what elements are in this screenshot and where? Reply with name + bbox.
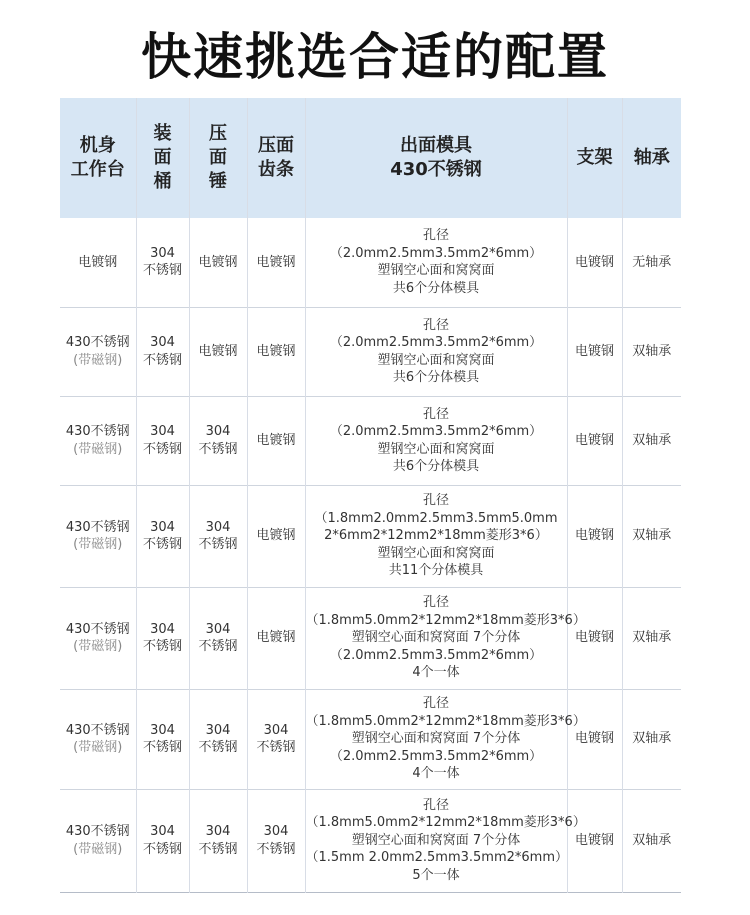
cell-line: 电镀钢 [198,343,238,359]
cell-line: 不锈钢 [256,841,296,857]
cell-body [60,396,136,485]
cell-line: 430不锈钢 [65,824,130,839]
cell-line: （2.0mm2.5mm3.5mm2*6mm） [329,647,543,663]
cell-bearing: 双轴承 [632,343,672,359]
table-row [60,789,681,892]
cell-line: 电镀钢 [78,254,118,270]
cell-line: （2.0mm2.5mm3.5mm2*6mm） [329,424,543,439]
cell-rack [247,587,305,689]
cell-mold [305,689,586,789]
cell-hammer [189,789,247,892]
cell-barrel [136,218,189,307]
cell-line: 不锈钢 [198,841,238,857]
header-line: 出面模具 [400,135,472,156]
cell-stand: 电镀钢 [567,218,622,307]
cell-line: （2.0mm2.5mm3.5mm2*6mm） [329,335,543,350]
cell-line: 不锈钢 [198,740,238,755]
cell-line: 304 [205,424,231,439]
header-line: 桶 [153,171,172,192]
cell-line: 不锈钢 [142,639,182,654]
cell-line: 孔径 [422,493,449,509]
cell-line: 不锈钢 [142,441,182,457]
cell-line: 430不锈钢 [65,424,130,439]
cell-line: 孔径 [422,406,449,422]
cell-line: （2.0mm2.5mm3.5mm2*6mm） [329,245,543,261]
header-line: 装 [153,123,172,144]
cell-line: 电镀钢 [256,528,296,544]
cell-hammer [189,307,247,396]
cell-rack [247,485,305,587]
header-rack [247,98,305,218]
cell-line: 电镀钢 [256,343,296,359]
cell-line: 共6个分体模具 [392,370,480,385]
cell-hammer [189,485,247,587]
cell-line: 不锈钢 [198,537,238,552]
cell-barrel [136,307,189,396]
cell-line: 2*6mm2*12mm2*18mm菱形3*6） [324,528,548,544]
magnet-note: (带磁钢) [73,352,123,368]
header-line: 机身 [79,135,116,156]
header-mold [305,98,567,218]
cell-line: 电镀钢 [256,432,296,448]
cell-line: 不锈钢 [256,740,296,755]
cell-line: （1.5mm 2.0mm2.5mm3.5mm2*6mm） [305,850,569,866]
cell-stand: 电镀钢 [567,396,622,485]
cell-mold [305,396,567,485]
cell-line: （1.8mm5.0mm2*12mm2*18mm菱形3*6） [305,815,586,831]
magnet-note: (带磁钢) [73,639,123,654]
table-row [60,307,681,396]
cell-bearing: 无轴承 [632,254,672,270]
cell-line: 不锈钢 [142,537,182,552]
cell-line: 304 [205,824,231,839]
cell-line: 电镀钢 [256,254,296,270]
cell-line: 不锈钢 [142,263,182,279]
cell-line: 304 [150,335,175,350]
cell-line: 共6个分体模具 [392,459,480,474]
cell-barrel [136,396,189,485]
cell-line: 电镀钢 [198,254,238,270]
cell-line: 430不锈钢 [65,621,130,637]
cell-line: 304 [205,519,231,535]
cell-stand: 电镀钢 [567,307,622,396]
table-row [60,587,681,689]
cell-body [60,218,136,307]
cell-stand: 电镀钢 [567,789,622,892]
cell-line: 430不锈钢 [65,335,130,350]
cell-bearing: 双轴承 [632,528,672,544]
cell-line: 不锈钢 [198,639,238,654]
cell-bearing: 双轴承 [632,630,672,646]
cell-line: 4个一体 [412,766,460,782]
cell-rack [247,307,305,396]
cell-hammer [189,587,247,689]
cell-line: 孔径 [422,696,449,712]
header-line: 轴承 [633,147,670,168]
header-stand [567,98,622,218]
header-body [60,98,136,218]
cell-rack [247,218,305,307]
cell-line: 430不锈钢 [65,519,130,535]
magnet-note: (带磁钢) [73,537,123,552]
cell-line: 304 [205,722,231,738]
table-row [60,485,681,587]
magnet-note: (带磁钢) [73,441,123,457]
cell-line: 共11个分体模具 [388,563,484,579]
cell-line: 塑钢空心面和窝窝面 7个分体 [351,832,521,848]
header-line: 面 [209,147,227,168]
cell-line: 不锈钢 [198,441,238,457]
cell-line: 304 [150,245,175,261]
cell-line: 共6个分体模具 [392,280,480,296]
cell-line: 不锈钢 [142,841,182,857]
cell-stand: 电镀钢 [567,689,622,789]
cell-hammer [189,689,247,789]
cell-barrel [136,587,189,689]
cell-line: 5个一体 [412,867,460,883]
cell-barrel [136,689,189,789]
page-title: 快速挑选合适的配置 [141,28,609,86]
cell-line: 孔径 [422,797,449,813]
cell-line: 孔径 [422,228,449,244]
cell-line: （1.8mm5.0mm2*12mm2*18mm菱形3*6） [305,612,586,628]
cell-line: 304 [150,722,175,738]
cell-rack [247,789,305,892]
config-table [60,98,681,893]
cell-line: 孔径 [422,595,449,611]
cell-line: 塑钢空心面和窝窝面 7个分体 [351,630,521,646]
header-row [60,98,681,218]
cell-line: 电镀钢 [256,630,296,646]
cell-body [60,307,136,396]
header-line: 齿条 [258,159,294,180]
header-line: 压 [209,123,227,144]
cell-mold [305,218,567,307]
header-line: 面 [153,147,172,168]
cell-barrel [136,789,189,892]
cell-line: 304 [150,424,175,439]
cell-bearing: 双轴承 [632,432,672,448]
cell-rack [247,689,305,789]
cell-bearing: 双轴承 [632,832,672,848]
header-line: 工作台 [70,159,125,180]
cell-bearing: 双轴承 [632,731,672,747]
cell-line: （1.8mm2.0mm2.5mm3.5mm5.0mm [314,510,558,526]
cell-body [60,587,136,689]
header-barrel [136,98,189,218]
cell-line: 304 [150,824,175,839]
cell-body [60,485,136,587]
cell-hammer [189,218,247,307]
cell-line: 不锈钢 [142,352,182,368]
header-line: 430不锈钢 [390,159,482,180]
table-row [60,396,681,485]
cell-line: 塑钢空心面和窝窝面 [377,352,495,368]
header-hammer [189,98,247,218]
header-line: 支架 [576,147,613,168]
cell-line: 不锈钢 [142,740,182,755]
cell-line: 430不锈钢 [65,722,130,738]
cell-line: 孔径 [422,317,449,333]
magnet-note: (带磁钢) [73,740,123,755]
cell-stand: 电镀钢 [567,587,622,689]
header-bearing [622,98,681,218]
cell-rack [247,396,305,485]
cell-line: 304 [150,621,175,637]
cell-line: 塑钢空心面和窝窝面 [377,545,495,561]
cell-line: 304 [263,824,289,839]
table-row [60,689,681,789]
header-line: 锤 [209,171,227,192]
cell-line: 304 [150,519,175,535]
cell-line: 304 [205,621,231,637]
cell-line: （2.0mm2.5mm3.5mm2*6mm） [329,748,543,764]
cell-mold [305,789,586,892]
cell-line: 塑钢空心面和窝窝面 [377,263,495,279]
cell-body [60,689,136,789]
cell-mold [305,587,586,689]
cell-line: 4个一体 [412,665,460,681]
header-line: 压面 [258,135,294,156]
table-row [60,218,681,307]
cell-line: （1.8mm5.0mm2*12mm2*18mm菱形3*6） [305,713,586,729]
cell-line: 304 [263,722,289,738]
cell-mold [305,307,567,396]
cell-hammer [189,396,247,485]
cell-line: 塑钢空心面和窝窝面 [377,441,495,457]
cell-barrel [136,485,189,587]
cell-mold [305,485,567,587]
cell-line: 塑钢空心面和窝窝面 7个分体 [351,731,521,747]
cell-body [60,789,136,892]
magnet-note: (带磁钢) [73,841,123,857]
cell-stand: 电镀钢 [567,485,622,587]
